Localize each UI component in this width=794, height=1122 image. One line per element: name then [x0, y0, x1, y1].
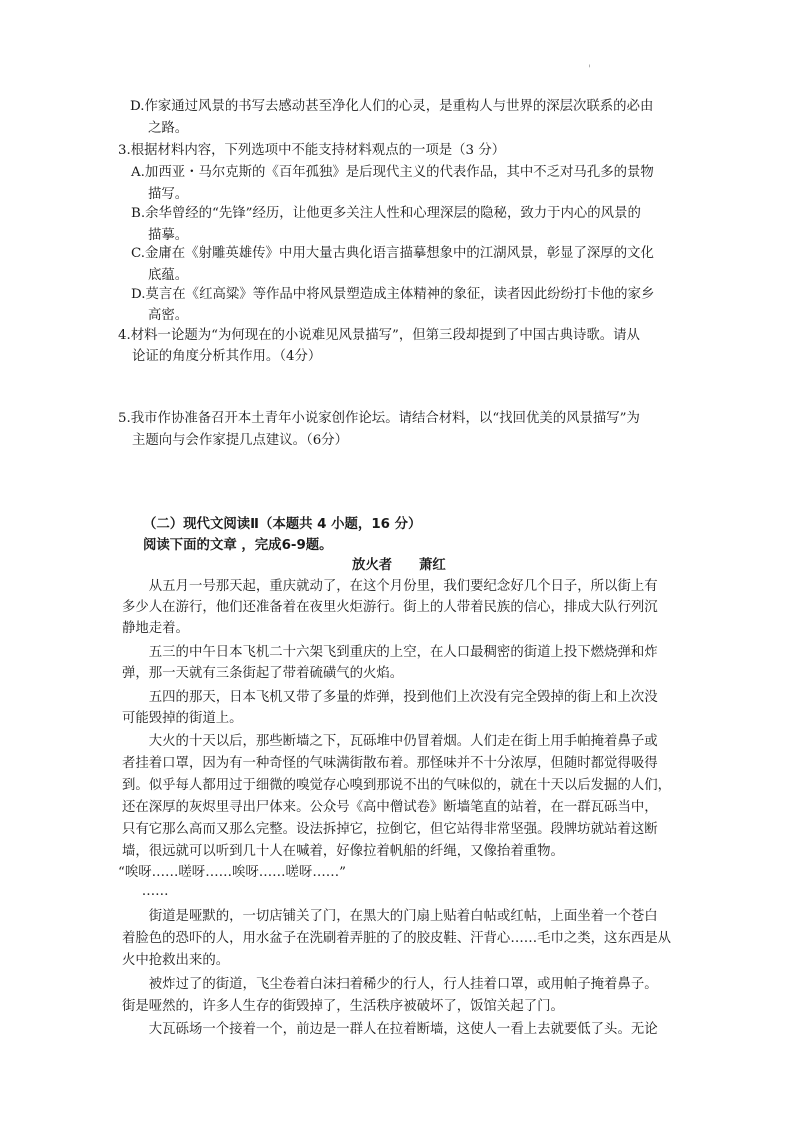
article-line: 还在深厚的灰烬里寻出尸体来。公众号《高中僧试卷》断墙笔直的站着，在一群瓦砾当中， — [122, 800, 658, 815]
section-instruction: 阅读下面的文章 ，完成6-9题。 — [143, 538, 333, 553]
page-corner-mark: ' — [588, 64, 591, 75]
article-line: 五三的中午日本飞机二十六架飞到重庆的上空，在人口最稠密的街道上投下燃烧弹和炸 — [122, 645, 658, 660]
article-line: “唉呀……嗟呀……唉呀……嗟呀……” — [118, 865, 346, 880]
q4-line2: 论证的角度分析其作用。（4分） — [132, 349, 322, 364]
q5-line1: 5.我市作协准备召开本土青年小说家创作论坛。请结合材料，以“找回优美的风景描写”为 — [118, 411, 640, 426]
article-line: 可能毁掉的街道上。 — [122, 711, 243, 726]
article-line: 多少人在游行，他们还准备着在夜里火炬游行。街上的人带着民族的信心，排成大队行列沉 — [122, 600, 658, 615]
q3-option-a-line1: A.加西亚・马尔克斯的《百年孤独》是后现代主义的代表作品，其中不乏对马孔多的景物 — [131, 165, 654, 180]
article-line: …… — [115, 884, 169, 899]
article-title: 放火者 萧红 — [352, 558, 446, 573]
q3-option-c-line1: C.金庸在《射雕英雄传》中用大量古典化语言描摹想象中的江湖风景，彰显了深厚的文化 — [131, 246, 654, 261]
q2-option-d-line1: D.作家通过风景的书写去感动甚至净化人们的心灵，是重构人与世界的深层次联系的必由 — [130, 99, 654, 114]
article-line: 者挂着口罩，因为有一种奇怪的气味满街散布着。那怪味并不十分浓厚，但随时都觉得吸得 — [122, 756, 658, 771]
article-line: 被炸过了的街道，飞尘卷着白沫扫着稀少的行人，行人挂着口罩，或用帕子掩着鼻子。 — [122, 977, 658, 992]
q3-option-b-line1: B.余华曾经的“先锋”经历，让他更多关注人性和心理深层的隐秘，致力于内心的风景的 — [131, 206, 641, 221]
article-line: 到。似乎每人都用过于细微的嗅觉存心嗅到那说不出的气味似的，就在十天以后发掘的人们， — [122, 778, 672, 793]
q5-line2: 主题向与会作家提几点建议。（6分） — [132, 433, 349, 448]
q3-option-c-line2: 底蕴。 — [148, 268, 189, 283]
section-heading: （二）现代文阅读Ⅱ（本题共 4 小题，16 分） — [143, 517, 422, 532]
q3-option-d-line2: 高密。 — [148, 308, 189, 323]
q3-option-a-line2: 描写。 — [148, 187, 189, 202]
article-line: 大火的十天以后，那些断墙之下，瓦砾堆中仍冒着烟。人们走在街上用手帕掩着鼻子或 — [122, 734, 658, 749]
article-line: 街是哑然的，许多人生存的街毁掉了，生活秩序被破坏了，饭馆关起了门。 — [122, 999, 564, 1014]
article-line: 静地走着。 — [122, 621, 189, 636]
article-line: 只有它那么高而又那么完整。设法拆掉它，拉倒它，但它站得非常坚强。段牌坊就站着这断 — [122, 822, 658, 837]
article-line: 五四的那天，日本飞机又带了多量的炸弹，投到他们上次没有完全毁掉的街上和上次没 — [122, 690, 658, 705]
article-line: 弹，那一天就有三条街起了带着硫磺气的火焰。 — [122, 666, 404, 681]
q3-stem: 3.根据材料内容，下列选项中不能支持材料观点的一项是（3 分） — [118, 143, 506, 158]
q3-option-d-line1: D.莫言在《红高粱》等作品中将风景塑造成主体精神的象征，读者因此纷纷打卡他的家乡 — [131, 287, 655, 302]
article-line: 街道是哑默的，一切店铺关了门，在黑大的门扇上贴着白帖或红帖，上面坐着一个苍白 — [122, 909, 658, 924]
article-line: 着脸色的恐吓的人，用水盆子在洗刷着弄脏的了的胶皮鞋、汗背心……毛巾之类，这东西是从 — [122, 931, 672, 946]
q4-line1: 4.材料一论题为“为何现在的小说难见风景描写”，但第三段却提到了中国古典诗歌。请从 — [118, 328, 640, 343]
q3-option-b-line2: 描摹。 — [148, 228, 189, 243]
article-line: 大瓦砾场一个接着一个，前边是一群人在拉着断墙，这使人一看上去就要低了头。无论 — [122, 1022, 658, 1037]
q2-option-d-line2: 之路。 — [148, 121, 189, 136]
article-line: 从五月一号那天起，重庆就动了，在这个月份里，我们要纪念好几个日子，所以街上有 — [122, 579, 658, 594]
article-line: 火中抢救出来的。 — [122, 953, 230, 968]
article-line: 墙，很远就可以听到几十人在喊着，好像拉着帆船的纤绳，又像抬着重物。 — [122, 844, 564, 859]
